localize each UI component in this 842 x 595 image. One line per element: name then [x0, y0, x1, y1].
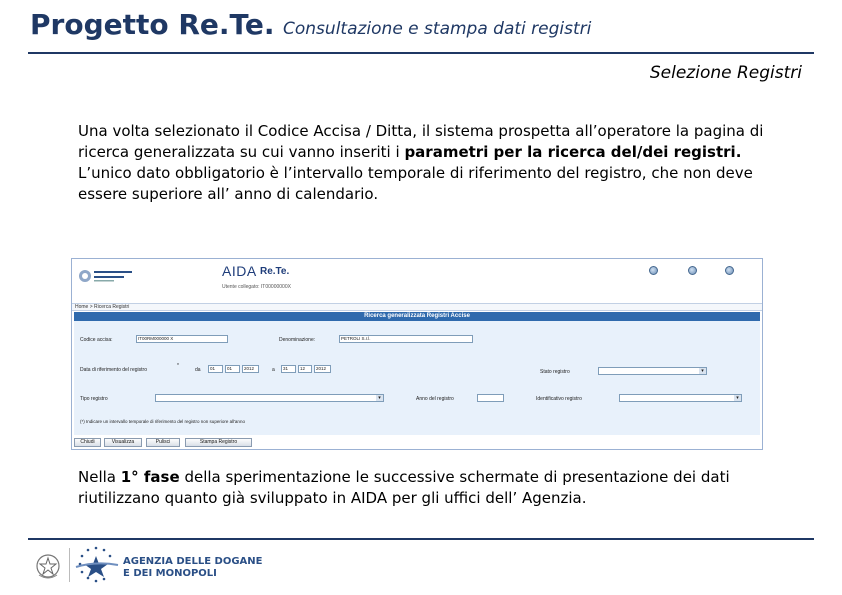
- agency-name: [123, 556, 262, 580]
- data-riferimento-label: Data di riferimento del registro: [80, 367, 147, 373]
- agency-name-line1: AGENZIA DELLE DOGANE: [123, 556, 263, 567]
- visualizza-button[interactable]: Visualizza: [104, 438, 142, 447]
- agency-name-line2: E DEI MONOPOLI: [123, 568, 217, 579]
- app-screenshot: [71, 258, 763, 450]
- intro-paragraph: [78, 121, 778, 205]
- intro-bold: parametri per la ricerca del/dei registri.: [404, 143, 742, 161]
- anno-registro-input[interactable]: [477, 394, 504, 402]
- footer-divider: [28, 538, 814, 540]
- a-mese-input[interactable]: 12: [298, 365, 312, 373]
- pulisci-button[interactable]: Pulisci: [146, 438, 180, 447]
- stato-registro-select[interactable]: [598, 367, 707, 375]
- da-anno-input[interactable]: 2012: [242, 365, 259, 373]
- da-mese-input[interactable]: 01: [225, 365, 240, 373]
- form-title: Ricerca generalizzata Registri Accise: [74, 312, 760, 321]
- chiudi-button[interactable]: Chiudi: [74, 438, 101, 447]
- user-line: Utente collegato: IT00000000X: [222, 284, 291, 290]
- a-label: a: [272, 367, 275, 373]
- agency-mini-logo-icon: [78, 265, 136, 287]
- a-giorno-input[interactable]: 31: [281, 365, 296, 373]
- identificativo-registro-label: Identificativo registro: [536, 396, 582, 402]
- home-icon[interactable]: [649, 266, 658, 275]
- app-button-bar: [72, 435, 762, 449]
- app-module: Re.Te.: [260, 266, 290, 277]
- section-name: Selezione Registri: [649, 63, 802, 83]
- search-form: [74, 321, 760, 435]
- outro-text-2: della sperimentazione le successive schermate di presentazione dei dati riutilizzano quanto già sviluppato in AIDA per gli uffici dell’ Agenzia.: [78, 468, 730, 507]
- republic-emblem-icon: [35, 551, 61, 581]
- tipo-registro-select[interactable]: [155, 394, 384, 402]
- slide-title-main: Progetto Re.Te.: [30, 8, 275, 41]
- help-icon[interactable]: [688, 266, 697, 275]
- anno-registro-label: Anno del registro: [416, 396, 454, 402]
- stampa-registro-button[interactable]: Stampa Registro: [185, 438, 252, 447]
- codice-accisa-input[interactable]: IT00RM000000 X: [136, 335, 228, 343]
- interval-note: (*) Indicare un intervallo temporale di riferimento del registro non superiore all'anno: [80, 419, 245, 424]
- outro-bold: 1° fase: [120, 468, 180, 486]
- required-asterisk: *: [177, 363, 179, 369]
- intro-text-2: L’unico dato obbligatorio è l’intervallo temporale di riferimento del registro, che non deve essere superiore all’ anno di calendario.: [78, 164, 753, 203]
- outro-paragraph: [78, 467, 778, 509]
- agency-stars-logo-icon: [74, 545, 120, 585]
- app-name: AIDA: [222, 263, 257, 279]
- denominazione-label: Denominazione:: [279, 337, 316, 343]
- footer-separator: [69, 548, 70, 582]
- a-anno-input[interactable]: 2012: [314, 365, 331, 373]
- outro-text: Nella: [78, 468, 121, 486]
- stato-registro-label: Stato registro: [540, 369, 570, 375]
- da-label: da: [195, 367, 201, 373]
- breadcrumb[interactable]: Home > Ricerca Registri: [72, 303, 762, 311]
- da-giorno-input[interactable]: 01: [208, 365, 223, 373]
- codice-accisa-label: Codice accisa:: [80, 337, 113, 343]
- title-divider: [28, 52, 814, 54]
- denominazione-input[interactable]: PETROLI S.r.l.: [339, 335, 473, 343]
- tipo-registro-label: Tipo registro: [80, 396, 108, 402]
- intro-text: Una volta selezionato il Codice Accisa / Ditta, il sistema prospetta all’operatore la pagina di ricerca generalizzata su cui vanno inseriti i: [78, 122, 764, 161]
- slide-subtitle: Consultazione e stampa dati registri: [283, 19, 592, 39]
- slide-title: [30, 8, 591, 41]
- identificativo-registro-select[interactable]: [619, 394, 742, 402]
- logout-icon[interactable]: [725, 266, 734, 275]
- app-header: [72, 259, 762, 303]
